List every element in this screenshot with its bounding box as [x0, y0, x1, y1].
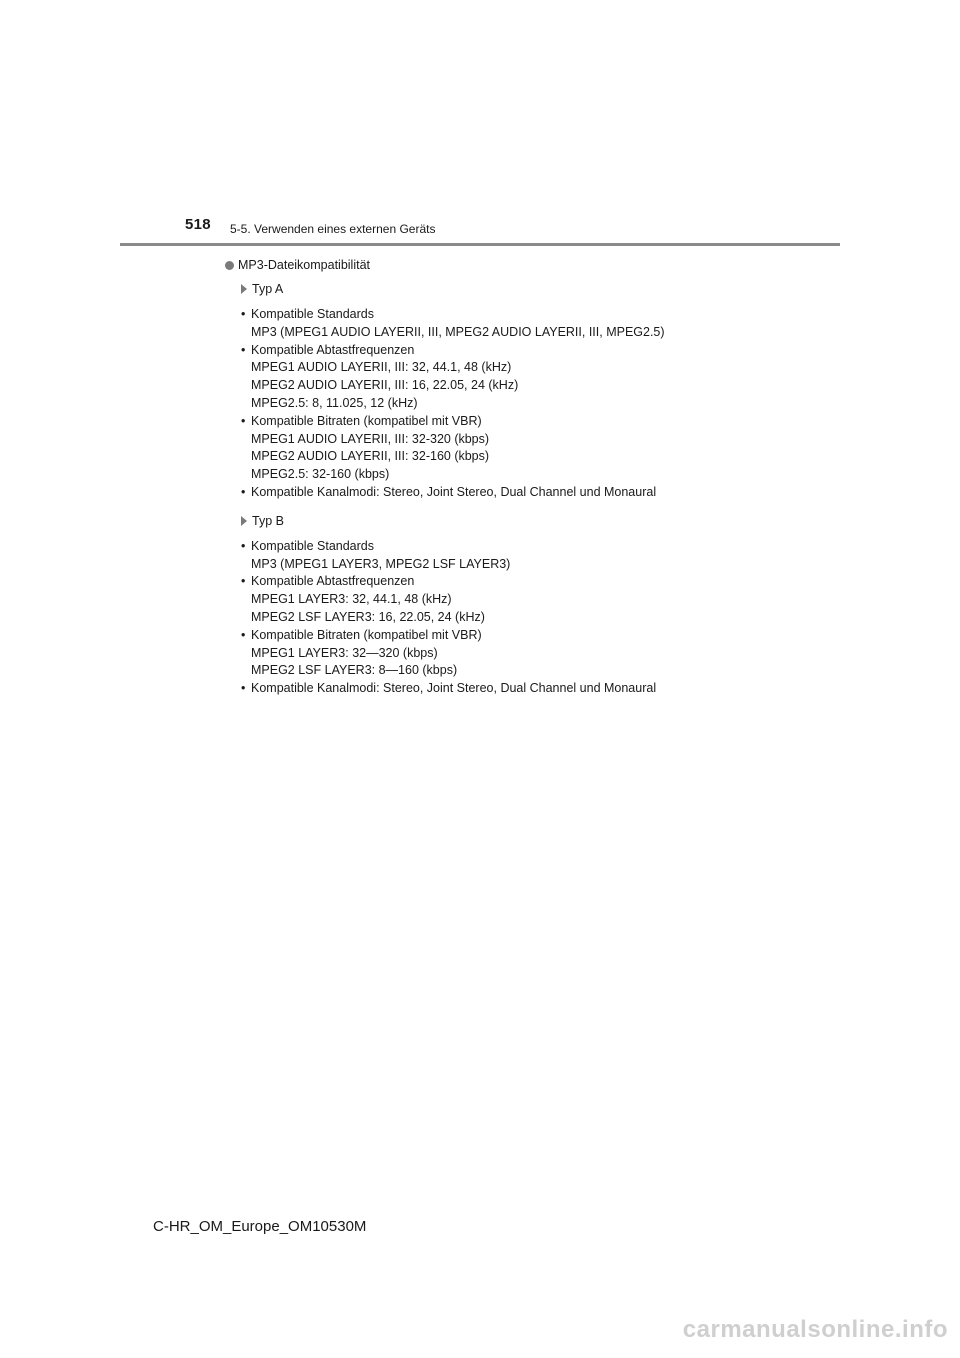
spec-item — [241, 680, 825, 698]
spec-item-title: • Kompatible Standards — [241, 538, 825, 556]
spec-item — [241, 342, 825, 413]
spec-item — [241, 413, 825, 484]
section-heading — [225, 256, 825, 274]
type-b-label — [241, 512, 825, 530]
spec-item-detail: MPEG1 LAYER3: 32—320 (kbps) — [251, 645, 438, 660]
spec-item-detail: MPEG2 AUDIO LAYERII, III: 32-160 (kbps) — [251, 449, 490, 464]
manual-reference: C-HR_OM_Europe_OM10530M — [153, 1218, 367, 1235]
spec-item — [241, 484, 825, 502]
type-b-spec-list — [241, 538, 825, 698]
type-a-label — [241, 280, 825, 298]
spec-item-detail: MPEG2 AUDIO LAYERII, III: 16, 22.05, 24 (kHz) — [251, 378, 519, 393]
section-heading-text: MP3-Dateikompatibilität — [238, 258, 370, 272]
spec-item-detail: MPEG2.5: 32-160 (kbps) — [251, 467, 390, 482]
triangle-right-icon — [241, 284, 247, 294]
page-number: 518 — [185, 216, 211, 233]
spec-item-detail: MPEG1 AUDIO LAYERII, III: 32-320 (kbps) — [251, 431, 490, 446]
watermark-logo: carmanualsonline.info — [682, 1316, 948, 1343]
type-b-label-text: Typ B — [252, 513, 284, 528]
circle-bullet-icon — [225, 261, 234, 270]
spec-item-title: • Kompatible Kanalmodi: Stereo, Joint Stereo, Dual Channel und Monaural — [241, 680, 825, 698]
spec-item-title: • Kompatible Abtastfrequenzen — [241, 573, 825, 591]
spec-item-title: • Kompatible Bitraten (kompatibel mit VBR) — [241, 627, 825, 645]
spec-item — [241, 627, 825, 680]
spec-item — [241, 538, 825, 574]
spec-item — [241, 573, 825, 626]
spec-item-detail: MPEG2 LSF LAYER3: 8—160 (kbps) — [251, 663, 458, 678]
spec-item-detail: MP3 (MPEG1 AUDIO LAYERII, III, MPEG2 AUDIO LAYERII, III, MPEG2.5) — [251, 324, 665, 339]
spec-item-detail: MPEG2 LSF LAYER3: 16, 22.05, 24 (kHz) — [251, 609, 485, 624]
spec-item-title: • Kompatible Bitraten (kompatibel mit VBR) — [241, 413, 825, 431]
spec-item-title: • Kompatible Abtastfrequenzen — [241, 342, 825, 360]
spec-item-detail: MP3 (MPEG1 LAYER3, MPEG2 LSF LAYER3) — [251, 556, 511, 571]
type-a-label-text: Typ A — [252, 282, 284, 296]
triangle-right-icon — [241, 516, 247, 526]
header-divider — [120, 243, 840, 246]
type-a-spec-list — [241, 306, 825, 502]
section-title: 5-5. Verwenden eines externen Geräts — [230, 222, 436, 236]
spec-item-detail: MPEG1 AUDIO LAYERII, III: 32, 44.1, 48 (kHz) — [251, 360, 512, 375]
spec-item-title: • Kompatible Kanalmodi: Stereo, Joint Stereo, Dual Channel und Monaural — [241, 484, 825, 502]
page-content — [225, 256, 825, 698]
spec-item-title: • Kompatible Standards — [241, 306, 825, 324]
spec-item — [241, 306, 825, 342]
spec-item-detail: MPEG2.5: 8, 11.025, 12 (kHz) — [251, 395, 418, 410]
spec-item-detail: MPEG1 LAYER3: 32, 44.1, 48 (kHz) — [251, 592, 452, 607]
